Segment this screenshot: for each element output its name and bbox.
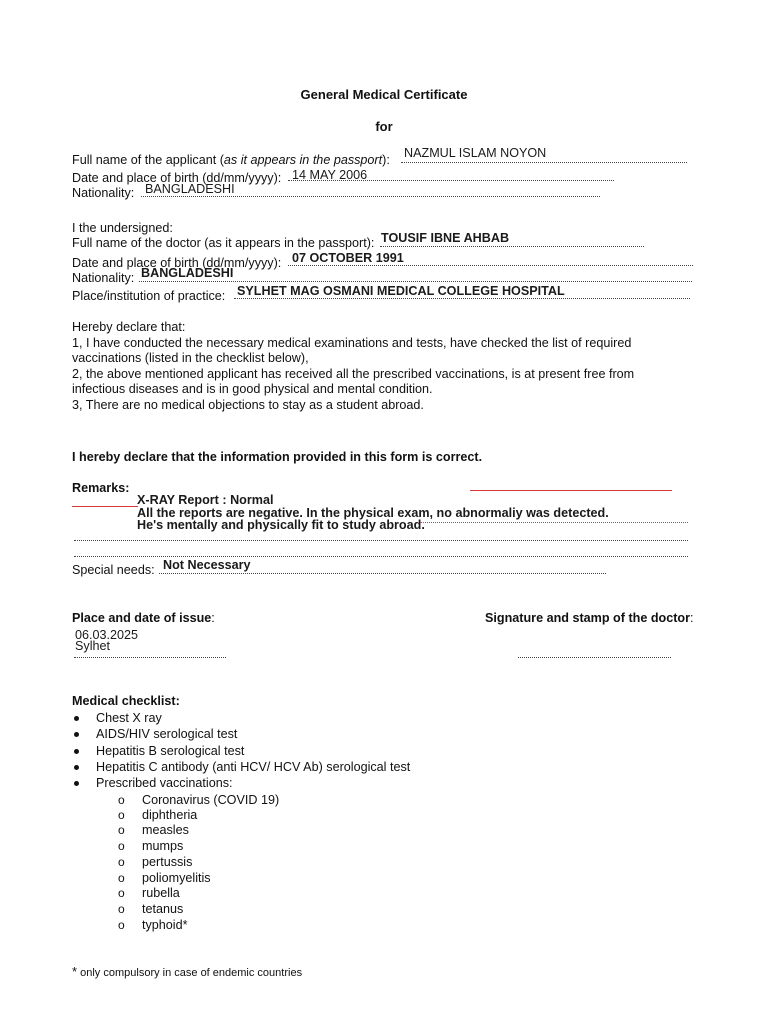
doctor-dob-field[interactable]: 07 OCTOBER 1991 [292,251,404,265]
doctor-dob-dotted-line [288,265,693,266]
doctor-nationality-field[interactable]: BANGLADESHI [141,266,234,280]
page-title: General Medical Certificate [300,87,468,102]
issue-dotted-line [74,657,226,658]
circle-bullet-icon: o [118,902,125,916]
special-needs-field[interactable]: Not Necessary [163,558,251,572]
doctor-name-label: Full name of the doctor (as it appears in the passport): [72,236,375,250]
remarks-red-underline [470,490,672,491]
remarks-red-dotted [420,522,688,523]
doctor-nationality-dotted-line [139,281,692,282]
remarks-line-2[interactable]: All the reports are negative. In the physical exam, no abnormaliy was detected. [137,506,609,520]
doctor-practice-field[interactable]: SYLHET MAG OSMANI MEDICAL COLLEGE HOSPITAL [237,284,565,298]
circle-bullet-icon: o [118,793,125,807]
vaccination-item: Coronavirus (COVID 19) [142,793,280,807]
applicant-nationality-dotted-line [141,196,600,197]
vaccination-item: poliomyelitis [142,871,211,885]
vaccination-item: typhoid* [142,918,188,932]
footnote [72,964,302,979]
remarks-line-1[interactable]: X-RAY Report : Normal [137,493,274,507]
circle-bullet-icon: o [118,839,125,853]
signature-label: Signature and stamp of the doctor: [485,611,694,625]
vaccination-item: rubella [142,886,180,900]
signature-dotted-line[interactable] [518,657,671,658]
footnote-text: only compulsory in case of endemic countries [80,967,303,979]
undersigned-label: I the undersigned: [72,221,173,235]
declaration-line-3: 3, There are no medical objections to stay as a student abroad. [72,397,424,412]
doctor-nationality-label: Nationality: [72,271,135,285]
vaccination-item: diphtheria [142,808,198,822]
remarks-line-3[interactable]: He's mentally and physically fit to study abroad. [137,518,425,532]
bullet-icon [74,732,79,737]
bullet-icon [74,781,79,786]
applicant-name-label: Full name of the applicant (as it appears in the passport): [72,153,390,167]
remarks-red-underline-left [72,506,138,507]
checklist-item: AIDS/HIV serological test [96,727,238,741]
vaccination-item: pertussis [142,855,193,869]
checklist-item: Hepatitis B serological test [96,744,245,758]
checklist-title: Medical checklist: [72,694,180,708]
bullet-icon [74,716,79,721]
page-subtitle: for [375,119,393,134]
applicant-nationality-label: Nationality: [72,186,135,200]
declaration-line-1a: 1, I have conducted the necessary medical examinations and tests, have checked the list of required [72,335,632,350]
circle-bullet-icon: o [118,918,125,932]
issue-place-field[interactable]: Sylhet [75,639,111,653]
footnote-mark: * [72,964,78,979]
applicant-nationality-field[interactable]: BANGLADESHI [145,182,235,196]
doctor-name-dotted-line [380,246,644,247]
declaration-line-1b: vaccinations (listed in the checklist below), [72,351,309,366]
bullet-icon [74,765,79,770]
circle-bullet-icon: o [118,855,125,869]
declaration-intro: Hereby declare that: [72,320,186,334]
circle-bullet-icon: o [118,808,125,822]
doctor-name-field[interactable]: TOUSIF IBNE AHBAB [381,231,510,245]
place-date-label: Place and date of issue: [72,611,215,625]
applicant-name-field[interactable]: NAZMUL ISLAM NOYON [404,146,547,160]
vaccination-item: tetanus [142,902,184,916]
applicant-name-label-italic: as it appears in the passport [223,153,383,167]
vaccination-item: mumps [142,839,184,853]
applicant-dob-label: Date and place of birth (dd/mm/yyyy): [72,171,282,185]
special-needs-label: Special needs: [72,563,155,577]
checklist-item: Chest X ray [96,711,162,725]
doctor-practice-label: Place/institution of practice: [72,289,226,303]
doctor-dob-label: Date and place of birth (dd/mm/yyyy): [72,256,282,270]
vaccination-item: measles [142,823,189,837]
declaration-line-2a: 2, the above mentioned applicant has received all the prescribed vaccinations, is at present free from [72,366,635,381]
circle-bullet-icon: o [118,823,125,837]
checklist-item: Hepatitis C antibody (anti HCV/ HCV Ab) serological test [96,760,411,774]
remarks-dotted-line-1 [74,540,688,541]
declaration-line-2b: infectious diseases and is in good physical and mental condition. [72,382,433,397]
applicant-dob-field[interactable]: 14 MAY 2006 [292,168,368,182]
checklist-item: Prescribed vaccinations: [96,776,233,790]
applicant-name-dotted-line [401,162,687,163]
circle-bullet-icon: o [118,871,125,885]
circle-bullet-icon: o [118,886,125,900]
doctor-practice-dotted-line [234,298,690,299]
issue-date-field[interactable]: 06.03.2025 [75,628,139,642]
special-needs-dotted-line [159,573,606,574]
remarks-label: Remarks: [72,481,130,495]
declaration-statement: I hereby declare that the information provided in this form is correct. [72,450,483,464]
remarks-dotted-line-2 [74,556,688,557]
declaration-block [72,320,634,414]
bullet-icon [74,749,79,754]
